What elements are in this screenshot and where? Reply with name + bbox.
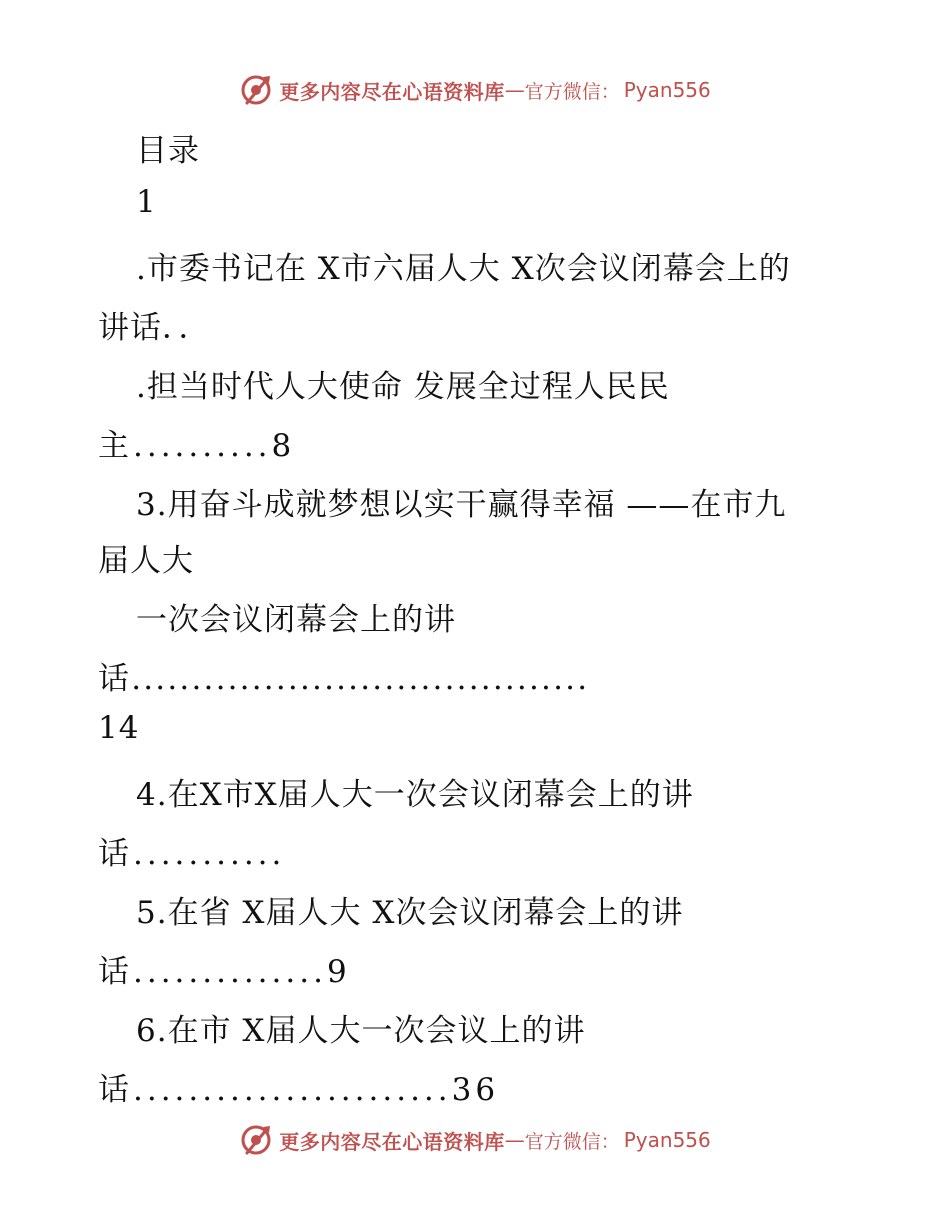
toc-line: 主..........8 [98, 428, 296, 464]
toc-line: 14 [98, 710, 140, 746]
toc-line: 1 [136, 184, 157, 220]
toc-line: 话..............9 [98, 954, 351, 990]
toc-line: 话...................................... [98, 661, 590, 697]
toc-line: 讲话．． [98, 310, 211, 346]
watermark-brand: 更多内容尽在心语资料库 [279, 1129, 505, 1154]
quill-seal-icon [239, 73, 273, 107]
quill-seal-icon [239, 1123, 273, 1157]
footer-watermark [0, 1120, 950, 1160]
toc-title: 目录 [136, 133, 200, 169]
watermark-brand: 更多内容尽在心语资料库 [279, 79, 505, 104]
toc-line: 话.......................36 [98, 1072, 500, 1108]
toc-line: 4.在X市X届人大一次会议闭幕会上的讲 [136, 777, 694, 813]
toc-line: .担当时代人大使命 发展全过程人民民 [136, 369, 670, 405]
watermark-label: 官方微信： [524, 1130, 620, 1153]
toc-line: .市委书记在 X市六届人大 X次会议闭幕会上的 [136, 251, 791, 287]
toc-line: 6.在市 X届人大一次会议上的讲 [136, 1013, 586, 1049]
watermark-separator: — [504, 1128, 525, 1152]
toc-line: 3.用奋斗成就梦想以实干赢得幸福 ——在市九 [136, 487, 787, 523]
watermark-label: 官方微信： [524, 80, 620, 103]
toc-line: 5.在省 X届人大 X次会议闭幕会上的讲 [136, 895, 684, 931]
watermark-separator: — [504, 78, 525, 102]
toc-line: 话........... [98, 836, 286, 872]
watermark-id: Pyan556 [623, 78, 711, 102]
toc-line: 一次会议闭幕会上的讲 [136, 602, 456, 638]
watermark-id: Pyan556 [623, 1128, 711, 1152]
header-watermark [0, 70, 950, 110]
toc-line: 届人大 [98, 543, 194, 579]
